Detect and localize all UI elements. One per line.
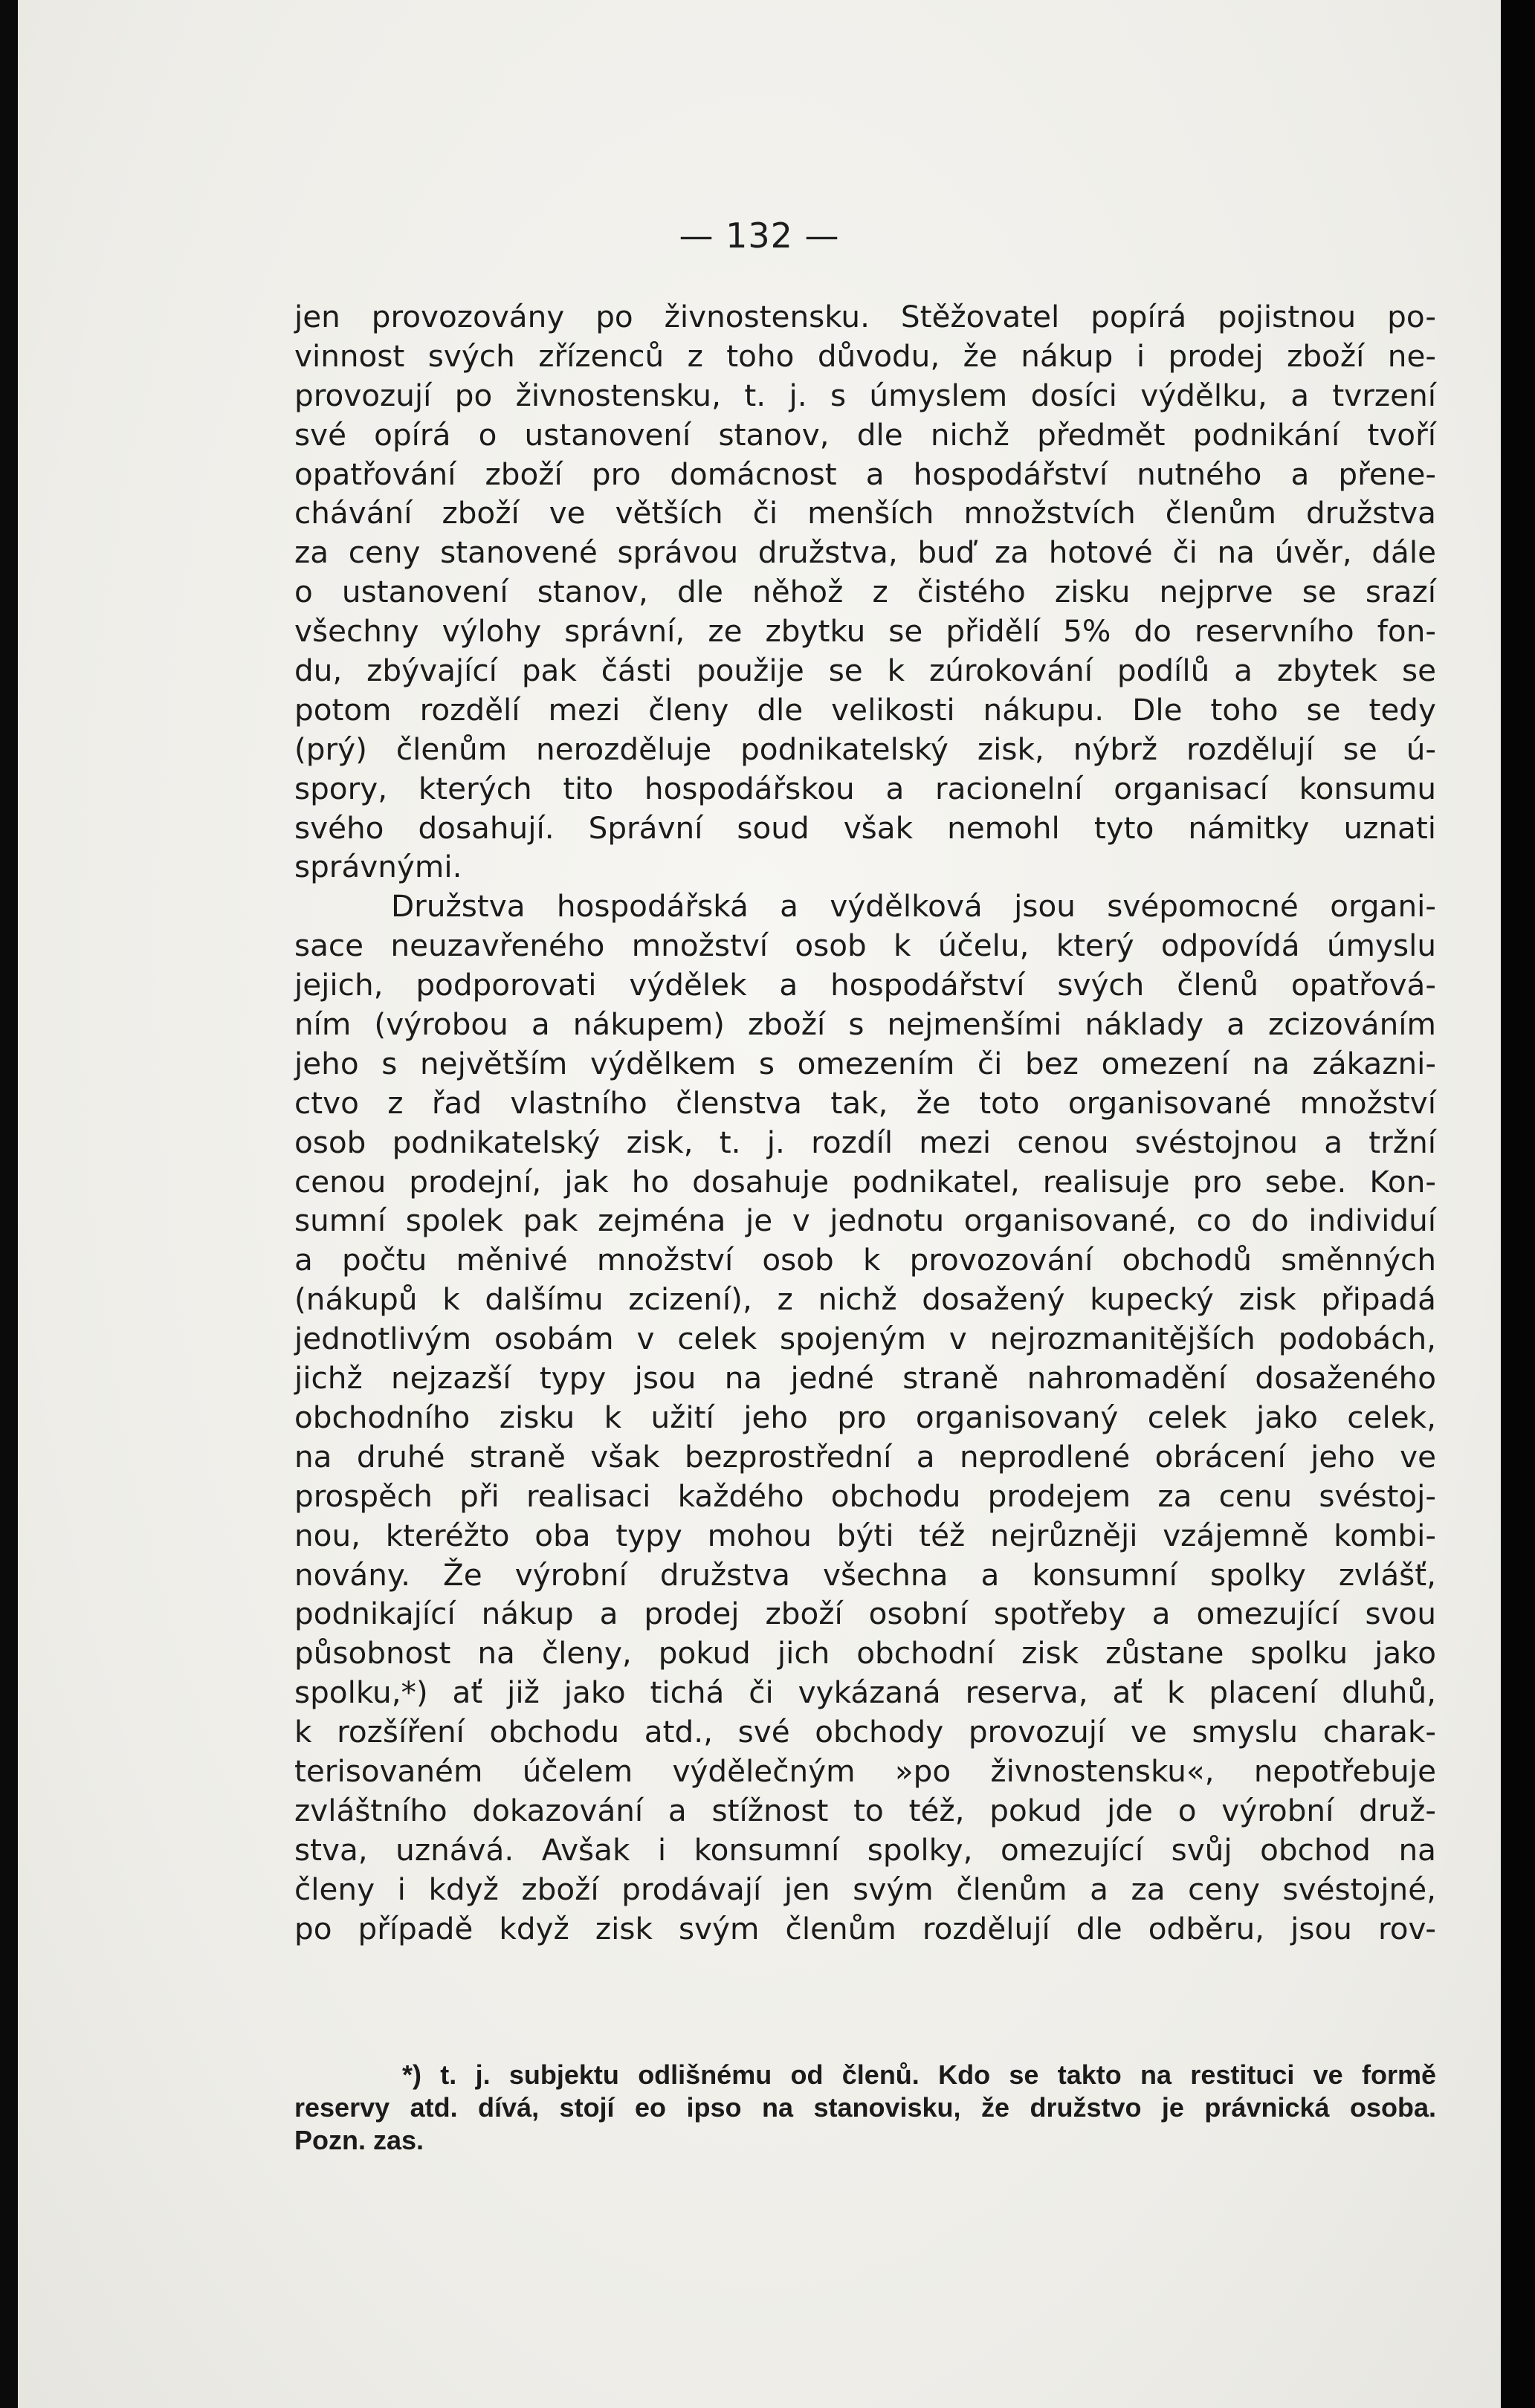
body-text — [294, 297, 1436, 1948]
text-line: a počtu měnivé množství osob k provozování obchodů směnných — [294, 1242, 1436, 1278]
footnote-line: reservy atd. dívá, stojí eo ipso na stanovisku, že družstvo je právnická osoba. — [294, 2092, 1436, 2123]
footnote — [294, 2059, 1436, 2157]
footnote-line: *) t. j. subjektu odlišnému od členů. Kdo se takto na restituci ve formě — [402, 2059, 1436, 2090]
text-line: k rozšíření obchodu atd., své obchody provozují ve smyslu charak- — [294, 1714, 1436, 1750]
text-line: (prý) členům nerozděluje podnikatelský zisk, nýbrž rozdělují se ú- — [294, 731, 1436, 767]
text-line: du, zbývající pak části použije se k zúrokování podílů a zbytek se — [294, 653, 1436, 689]
text-line: spory, kterých tito hospodářskou a racionelní organisací konsumu — [294, 770, 1436, 806]
text-line: členy i když zboží prodávají jen svým členům a za ceny svéstojné, — [294, 1871, 1436, 1907]
text-line: provozují po živnostensku, t. j. s úmyslem dosíci výdělku, a tvrzení — [294, 377, 1436, 413]
text-line: ctvo z řad vlastního členstva tak, že toto organisované množství — [294, 1084, 1436, 1121]
text-line: obchodního zisku k užití jeho pro organisovaný celek jako celek, — [294, 1399, 1436, 1435]
text-line: sumní spolek pak zejména je v jednotu organisované, co do individuí — [294, 1203, 1436, 1239]
page-number: — 132 — — [679, 216, 840, 256]
paragraph-start-line: Družstva hospodářská a výdělková jsou svépomocné organi- — [391, 888, 1436, 925]
text-line: jejich, podporovati výdělek a hospodářství svých členů opatřová- — [294, 967, 1436, 1003]
text-line: opatřování zboží pro domácnost a hospodářství nutného a přene- — [294, 456, 1436, 492]
text-line: terisovaném účelem výdělečným »po živnostensku«, nepotřebuje — [294, 1752, 1436, 1789]
text-line: nou, kteréžto oba typy mohou býti též nejrůzněji vzájemně kombi- — [294, 1517, 1436, 1553]
text-line: své opírá o ustanovení stanov, dle nichž předmět podnikání tvoří — [294, 416, 1436, 453]
text-line: chávání zboží ve větších či menších množstvích členům družstva — [294, 495, 1436, 531]
text-line: cenou prodejní, jak ho dosahuje podnikatel, realisuje pro sebe. Kon- — [294, 1163, 1436, 1200]
text-line: novány. Že výrobní družstva všechna a konsumní spolky zvlášť, — [294, 1556, 1436, 1593]
text-line: jeho s největším výdělkem s omezením či bez omezení na zákazni- — [294, 1045, 1436, 1081]
paragraph-end-line: správnými. — [294, 849, 462, 885]
text-line: za ceny stanovené správou družstva, buď za hotové či na úvěr, dále — [294, 534, 1436, 571]
text-line: jichž nejzazší typy jsou na jedné straně nahromadění dosaženého — [294, 1360, 1436, 1396]
text-line: jen provozovány po živnostensku. Stěžovatel popírá pojistnou po- — [294, 299, 1436, 334]
text-line: o ustanovení stanov, dle něhož z čistého zisku nejprve se srazí — [294, 574, 1436, 610]
text-line: stva, uznává. Avšak i konsumní spolky, omezující svůj obchod na — [294, 1831, 1436, 1868]
book-page — [18, 0, 1501, 2408]
scan-border — [1501, 0, 1535, 2408]
footnote-line: Pozn. zas. — [294, 2125, 424, 2155]
text-line: po případě když zisk svým členům rozdělují dle odběru, jsou rov- — [294, 1910, 1436, 1946]
text-line: potom rozdělí mezi členy dle velikosti nákupu. Dle toho se tedy — [294, 691, 1436, 728]
text-line: sace neuzavřeného množství osob k účelu, který odpovídá úmyslu — [294, 928, 1436, 964]
text-line: (nákupů k dalšímu zcizení), z nichž dosažený kupecký zisk připadá — [294, 1281, 1436, 1318]
text-line: jednotlivým osobám v celek spojeným v nejrozmanitějších podobách, — [294, 1321, 1436, 1357]
text-line: prospěch při realisaci každého obchodu prodejem za cenu svéstoj- — [294, 1478, 1436, 1514]
text-line: svého dosahují. Správní soud však nemohl tyto námitky uznati — [294, 809, 1436, 846]
text-line: na druhé straně však bezprostřední a neprodlené obrácení jeho ve — [294, 1438, 1436, 1475]
text-line: spolku,*) ať již jako tichá či vykázaná reserva, ať k placení dluhů, — [294, 1674, 1436, 1711]
text-line: působnost na členy, pokud jich obchodní zisk zůstane spolku jako — [294, 1635, 1436, 1671]
text-line: vinnost svých zřízenců z toho důvodu, že nákup i prodej zboží ne- — [294, 337, 1436, 374]
text-line: zvláštního dokazování a stížnost to též, pokud jde o výrobní druž- — [294, 1792, 1436, 1828]
text-line: všechny výlohy správní, ze zbytku se přidělí 5% do reservního fon- — [294, 613, 1436, 650]
text-line: ním (výrobou a nákupem) zboží s nejmenšími náklady a zcizováním — [294, 1006, 1436, 1043]
text-line: podnikající nákup a prodej zboží osobní spotřeby a omezující svou — [294, 1596, 1436, 1632]
text-line: osob podnikatelský zisk, t. j. rozdíl mezi cenou svéstojnou a tržní — [294, 1124, 1436, 1160]
